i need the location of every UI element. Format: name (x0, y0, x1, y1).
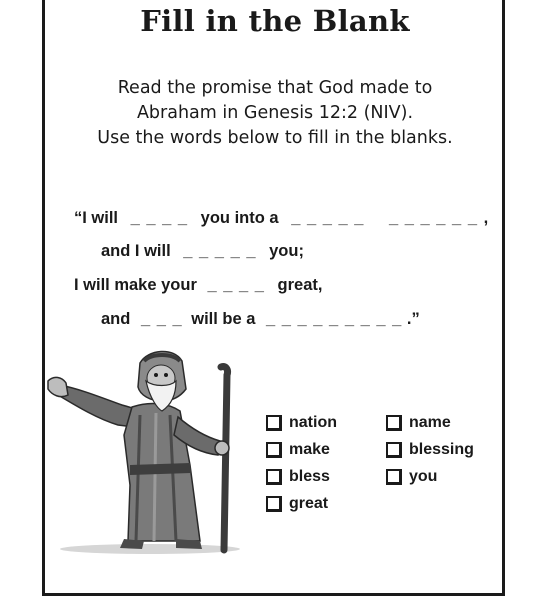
instructions (0, 76, 550, 151)
verse-text: you into a (200, 209, 279, 227)
verse-line-1 (74, 209, 489, 228)
word-option-label: you (409, 468, 438, 485)
verse-text: will be a (191, 310, 256, 328)
blank[interactable]: _ _ _ _ _ (291, 209, 365, 227)
verse-text: great, (277, 276, 323, 294)
instruction-line: Read the promise that God made to (117, 78, 433, 98)
verse-line-3 (74, 276, 322, 295)
verse-text: and I will (101, 242, 171, 260)
word-option-label: great (289, 495, 329, 512)
verse-line-4 (101, 310, 420, 329)
checkbox-icon[interactable] (266, 442, 282, 458)
blank[interactable]: _ _ _ _ _ _ _ _ _ (266, 310, 403, 328)
word-option-label: blessing (409, 441, 474, 458)
word-option-label: name (409, 414, 451, 431)
blank[interactable]: _ _ _ (140, 310, 183, 328)
checkbox-icon[interactable] (266, 469, 282, 485)
checkbox-icon[interactable] (266, 496, 282, 512)
instruction-line: Use the words below to fill in the blanks. (97, 128, 453, 148)
word-option-label: make (289, 441, 330, 458)
word-option-label: bless (289, 468, 330, 485)
blank[interactable]: _ _ _ _ (130, 209, 189, 227)
word-option[interactable] (386, 414, 451, 432)
page-title: Fill in the Blank (140, 4, 410, 38)
verse-text: .” (406, 310, 420, 328)
word-option[interactable] (386, 441, 474, 459)
word-option[interactable] (266, 468, 330, 486)
blank[interactable]: _ _ _ _ (207, 276, 265, 294)
verse-line-2 (101, 242, 304, 261)
blank[interactable]: _ _ _ _ _ _ , (389, 209, 490, 227)
instruction-line: Abraham in Genesis 12:2 (NIV). (136, 103, 414, 123)
word-option[interactable] (266, 441, 330, 459)
word-option[interactable] (386, 468, 437, 486)
abraham-figure-icon (40, 345, 250, 555)
checkbox-icon[interactable] (386, 442, 402, 458)
checkbox-icon[interactable] (386, 415, 402, 431)
word-option[interactable] (266, 414, 337, 432)
checkbox-icon[interactable] (266, 415, 282, 431)
verse-text: I will make your (74, 276, 197, 294)
verse-text: “I will (74, 209, 119, 227)
verse-text: and (101, 310, 131, 328)
word-option[interactable] (266, 495, 328, 513)
word-option-label: nation (289, 414, 337, 431)
verse-text: you; (269, 242, 304, 260)
blank[interactable]: _ _ _ _ _ (183, 242, 257, 260)
checkbox-icon[interactable] (386, 469, 402, 485)
